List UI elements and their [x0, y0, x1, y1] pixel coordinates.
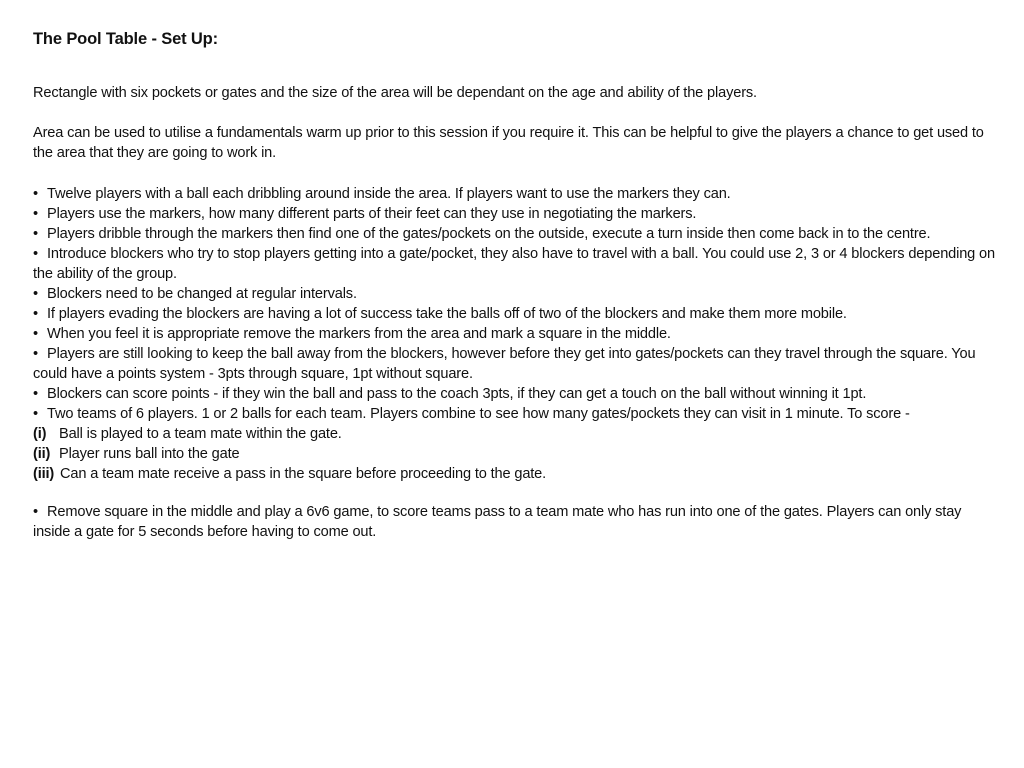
- bullet-text: Twelve players with a ball each dribbling around inside the area. If players want to use the markers they can.: [47, 186, 731, 202]
- bullet-item-10-lead: [33, 404, 999, 424]
- scoring-item-1: [33, 424, 999, 444]
- scoring-item-2: [33, 444, 999, 464]
- bullet-item-5: [33, 284, 999, 304]
- bullet-item-4: [33, 244, 999, 284]
- scoring-item-number: (iii): [33, 466, 55, 482]
- scoring-item-text: Ball is played to a team mate within the gate.: [59, 426, 342, 442]
- bullet-text: Blockers can score points - if they win the ball and pass to the coach 3pts, if they can get a touch on the ball without winning it 1pt.: [47, 386, 867, 402]
- scoring-item-number: (ii): [33, 446, 51, 462]
- bullet-icon: •: [33, 206, 38, 222]
- scoring-item-number: (i): [33, 426, 47, 442]
- scoring-item-3: [33, 464, 999, 484]
- bullet-item-11: [33, 502, 999, 542]
- bullet-item-10: [33, 404, 999, 484]
- bullet-text: Introduce blockers who try to stop players getting into a gate/pocket, they also have to travel with a ball. You could use 2, 3 or 4 blockers depending on the ability of the group.: [33, 246, 995, 282]
- bullet-icon: •: [33, 504, 38, 520]
- intro-paragraph-2: Area can be used to utilise a fundamentals warm up prior to this session if you require it. This can be helpful to give the players a chance to get used to the area that they are going to work in.: [33, 125, 984, 161]
- page-title: The Pool Table - Set Up:: [33, 30, 218, 48]
- bullet-icon: •: [33, 286, 38, 302]
- bullet-text: Two teams of 6 players. 1 or 2 balls for each team. Players combine to see how many gates/pockets they can visit in 1 minute. To score -: [47, 406, 910, 422]
- scoring-item-text: Can a team mate receive a pass in the square before proceeding to the gate.: [60, 466, 547, 482]
- document: [33, 28, 999, 542]
- bullet-text: Players are still looking to keep the ball away from the blockers, however before they get into gates/pockets can they travel through the square. You could have a points system - 3pts through square, 1pt without square.: [33, 346, 976, 382]
- bullet-icon: •: [33, 386, 38, 402]
- bullet-text: Remove square in the middle and play a 6v6 game, to score teams pass to a team mate who has run into one of the gates. Players can only stay inside a gate for 5 seconds before having to come out.: [33, 504, 962, 540]
- bullet-icon: •: [33, 406, 38, 422]
- bullet-icon: •: [33, 306, 38, 322]
- bullet-icon: •: [33, 246, 38, 262]
- bullet-item-3: [33, 224, 999, 244]
- bullet-item-8: [33, 344, 999, 384]
- bullet-text: When you feel it is appropriate remove the markers from the area and mark a square in the middle.: [47, 326, 671, 342]
- intro-paragraph-1: Rectangle with six pockets or gates and the size of the area will be dependant on the age and ability of the players.: [33, 85, 757, 101]
- bullet-icon: •: [33, 226, 38, 242]
- bullet-item-2: [33, 204, 999, 224]
- bullet-item-9: [33, 384, 999, 404]
- bullet-icon: •: [33, 326, 38, 342]
- bullet-text: Players dribble through the markers then find one of the gates/pockets on the outside, execute a turn inside then come back in to the centre.: [47, 226, 931, 242]
- bullet-text: Blockers need to be changed at regular intervals.: [47, 286, 357, 302]
- bullet-text: Players use the markers, how many different parts of their feet can they use in negotiating the markers.: [47, 206, 697, 222]
- bullet-item-7: [33, 324, 999, 344]
- bullet-icon: •: [33, 346, 38, 362]
- bullet-icon: •: [33, 186, 38, 202]
- bullet-text: If players evading the blockers are having a lot of success take the balls off of two of the blockers and make them more mobile.: [47, 306, 847, 322]
- bullet-item-6: [33, 304, 999, 324]
- bullet-item-1: [33, 184, 999, 204]
- scoring-item-text: Player runs ball into the gate: [59, 446, 240, 462]
